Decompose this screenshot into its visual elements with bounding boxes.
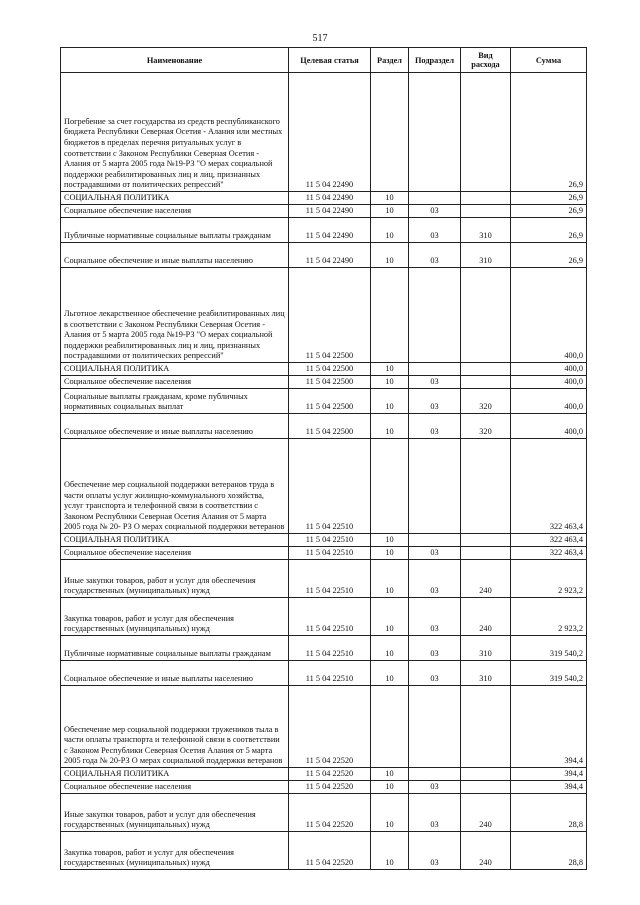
row-subsection: [409, 439, 461, 534]
row-expense-type: [461, 268, 511, 363]
row-name: Обеспечение мер социальной поддержки тружеников тыла в части оплаты транспорта и телефонной связи в соответствии с Законом Республики Северная Осетия Алания от 5 марта 2005 года № 20-РЗ О мерах социальной поддержки ветеранов: [61, 686, 289, 768]
row-subsection: 03: [409, 243, 461, 268]
row-target: 11 5 04 22500: [289, 376, 371, 389]
row-subsection: 03: [409, 414, 461, 439]
row-amount: 26,9: [511, 205, 587, 218]
row-expense-type: 320: [461, 389, 511, 414]
row-amount: 400,0: [511, 414, 587, 439]
table-row: [61, 547, 587, 560]
row-section: 10: [371, 389, 409, 414]
table-row: [61, 686, 587, 768]
row-name: СОЦИАЛЬНАЯ ПОЛИТИКА: [61, 363, 289, 376]
row-name: Закупка товаров, работ и услуг для обеспечения государственных (муниципальных) нужд: [61, 832, 289, 870]
row-section: 10: [371, 547, 409, 560]
budget-table: [60, 47, 587, 870]
row-section: 10: [371, 781, 409, 794]
row-amount: 28,8: [511, 794, 587, 832]
row-target: 11 5 04 22490: [289, 205, 371, 218]
row-subsection: [409, 768, 461, 781]
row-subsection: [409, 268, 461, 363]
row-expense-type: [461, 73, 511, 192]
row-subsection: 03: [409, 376, 461, 389]
row-amount: 394,4: [511, 686, 587, 768]
row-name: Социальное обеспечение и иные выплаты населению: [61, 243, 289, 268]
row-subsection: 03: [409, 794, 461, 832]
row-amount: 400,0: [511, 268, 587, 363]
row-section: 10: [371, 661, 409, 686]
row-target: 11 5 04 22500: [289, 363, 371, 376]
table-row: [61, 768, 587, 781]
row-section: 10: [371, 192, 409, 205]
row-target: 11 5 04 22490: [289, 192, 371, 205]
row-section: 10: [371, 636, 409, 661]
row-name: Социальное обеспечение и иные выплаты населению: [61, 414, 289, 439]
row-amount: 2 923,2: [511, 598, 587, 636]
row-target: 11 5 04 22520: [289, 768, 371, 781]
row-amount: 400,0: [511, 363, 587, 376]
row-target: 11 5 04 22520: [289, 832, 371, 870]
table-row: [61, 781, 587, 794]
row-amount: 322 463,4: [511, 547, 587, 560]
row-target: 11 5 04 22500: [289, 389, 371, 414]
row-amount: 400,0: [511, 389, 587, 414]
row-subsection: 03: [409, 205, 461, 218]
row-subsection: 03: [409, 832, 461, 870]
table-row: [61, 560, 587, 598]
table-row: [61, 376, 587, 389]
row-target: 11 5 04 22490: [289, 73, 371, 192]
row-section: 10: [371, 363, 409, 376]
row-expense-type: 320: [461, 414, 511, 439]
table-row: [61, 192, 587, 205]
row-name: СОЦИАЛЬНАЯ ПОЛИТИКА: [61, 534, 289, 547]
row-name: Социальное обеспечение и иные выплаты населению: [61, 661, 289, 686]
row-subsection: 03: [409, 781, 461, 794]
row-amount: 26,9: [511, 243, 587, 268]
page-number: 517: [312, 33, 328, 44]
row-expense-type: [461, 534, 511, 547]
row-target: 11 5 04 22510: [289, 547, 371, 560]
table-row: [61, 534, 587, 547]
row-subsection: 03: [409, 661, 461, 686]
row-expense-type: [461, 547, 511, 560]
table-row: [61, 363, 587, 376]
table-row: [61, 243, 587, 268]
row-target: 11 5 04 22500: [289, 268, 371, 363]
row-expense-type: [461, 439, 511, 534]
row-name: Социальное обеспечение населения: [61, 547, 289, 560]
row-amount: 394,4: [511, 781, 587, 794]
row-subsection: [409, 686, 461, 768]
row-name: Публичные нормативные социальные выплаты гражданам: [61, 636, 289, 661]
row-subsection: 03: [409, 547, 461, 560]
header-target: Целевая статья: [289, 48, 371, 73]
row-subsection: 03: [409, 598, 461, 636]
row-expense-type: 240: [461, 560, 511, 598]
row-subsection: [409, 363, 461, 376]
row-section: [371, 686, 409, 768]
row-expense-type: 240: [461, 598, 511, 636]
row-section: [371, 268, 409, 363]
table-row: [61, 73, 587, 192]
row-expense-type: [461, 768, 511, 781]
row-target: 11 5 04 22520: [289, 794, 371, 832]
row-expense-type: 310: [461, 243, 511, 268]
table-row: [61, 414, 587, 439]
row-name: Социальное обеспечение населения: [61, 376, 289, 389]
row-name: Иные закупки товаров, работ и услуг для обеспечения государственных (муниципальных) нужд: [61, 794, 289, 832]
row-subsection: 03: [409, 636, 461, 661]
row-amount: 322 463,4: [511, 439, 587, 534]
row-target: 11 5 04 22510: [289, 661, 371, 686]
row-subsection: 03: [409, 218, 461, 243]
row-name: Иные закупки товаров, работ и услуг для обеспечения государственных (муниципальных) нужд: [61, 560, 289, 598]
row-name: Социальные выплаты гражданам, кроме публичных нормативных социальных выплат: [61, 389, 289, 414]
row-expense-type: 310: [461, 218, 511, 243]
row-subsection: [409, 192, 461, 205]
row-amount: 26,9: [511, 192, 587, 205]
row-expense-type: [461, 686, 511, 768]
header-subsection: Подраздел: [409, 48, 461, 73]
row-amount: 394,4: [511, 768, 587, 781]
row-section: 10: [371, 218, 409, 243]
header-amount: Сумма: [511, 48, 587, 73]
row-section: 10: [371, 534, 409, 547]
table-row: [61, 636, 587, 661]
row-target: 11 5 04 22510: [289, 534, 371, 547]
row-expense-type: 240: [461, 794, 511, 832]
row-expense-type: 310: [461, 661, 511, 686]
row-section: 10: [371, 560, 409, 598]
row-expense-type: 240: [461, 832, 511, 870]
row-amount: 26,9: [511, 73, 587, 192]
row-target: 11 5 04 22500: [289, 414, 371, 439]
row-expense-type: [461, 205, 511, 218]
row-target: 11 5 04 22510: [289, 560, 371, 598]
table-row: [61, 661, 587, 686]
row-target: 11 5 04 22510: [289, 439, 371, 534]
row-target: 11 5 04 22520: [289, 686, 371, 768]
row-expense-type: [461, 192, 511, 205]
row-section: 10: [371, 205, 409, 218]
row-subsection: [409, 534, 461, 547]
row-amount: 26,9: [511, 218, 587, 243]
row-expense-type: [461, 363, 511, 376]
row-amount: 2 923,2: [511, 560, 587, 598]
row-target: 11 5 04 22520: [289, 781, 371, 794]
header-section: Раздел: [371, 48, 409, 73]
row-amount: 28,8: [511, 832, 587, 870]
table-row: [61, 598, 587, 636]
row-section: [371, 439, 409, 534]
row-name: Льготное лекарственное обеспечение реабилитированных лиц в соответствии с Законом Республики Северная Осетия - Алания от 5 марта 2005 года №19-РЗ "О мерах социальной поддержки реабилитированных лиц и лиц, признанных пострадавшими от политических репрессий": [61, 268, 289, 363]
row-subsection: 03: [409, 560, 461, 598]
row-target: 11 5 04 22510: [289, 636, 371, 661]
table-row: [61, 389, 587, 414]
row-section: 10: [371, 376, 409, 389]
table-row: [61, 439, 587, 534]
header-expense-type: Вид расхода: [461, 48, 511, 73]
row-section: 10: [371, 414, 409, 439]
row-amount: 319 540,2: [511, 636, 587, 661]
table-row: [61, 205, 587, 218]
row-name: Публичные нормативные социальные выплаты гражданам: [61, 218, 289, 243]
table-row: [61, 794, 587, 832]
row-name: СОЦИАЛЬНАЯ ПОЛИТИКА: [61, 192, 289, 205]
row-name: Закупка товаров, работ и услуг для обеспечения государственных (муниципальных) нужд: [61, 598, 289, 636]
row-section: [371, 73, 409, 192]
row-name: СОЦИАЛЬНАЯ ПОЛИТИКА: [61, 768, 289, 781]
row-name: Обеспечение мер социальной поддержки ветеранов труда в части оплаты услуг жилищно-коммунального хозяйства, услуг транспорта и телефонной связи в соответствии с Законом Республики Северная Осетия Алания от 5 марта 2005 года № 20- РЗ О мерах социальной поддержки ветеранов: [61, 439, 289, 534]
row-amount: 400,0: [511, 376, 587, 389]
row-subsection: [409, 73, 461, 192]
table-row: [61, 268, 587, 363]
row-subsection: 03: [409, 389, 461, 414]
row-expense-type: [461, 376, 511, 389]
table-row: [61, 218, 587, 243]
row-section: 10: [371, 598, 409, 636]
row-section: 10: [371, 768, 409, 781]
row-expense-type: [461, 781, 511, 794]
row-target: 11 5 04 22490: [289, 218, 371, 243]
row-section: 10: [371, 794, 409, 832]
row-section: 10: [371, 243, 409, 268]
header-name: Наименование: [61, 48, 289, 73]
row-target: 11 5 04 22490: [289, 243, 371, 268]
row-amount: 319 540,2: [511, 661, 587, 686]
table-header-row: [61, 48, 587, 73]
row-section: 10: [371, 832, 409, 870]
row-name: Социальное обеспечение населения: [61, 781, 289, 794]
row-name: Социальное обеспечение населения: [61, 205, 289, 218]
row-amount: 322 463,4: [511, 534, 587, 547]
table-row: [61, 832, 587, 870]
row-target: 11 5 04 22510: [289, 598, 371, 636]
row-name: Погребение за счет государства из средств республиканского бюджета Республики Северная Осетия - Алания или местных бюджетов в пределах перечня ритуальных услуг в соответствии с Законом Республики Северная Осетия - Алания от 5 марта 2005 года №19-РЗ "О мерах социальной поддержки реабилитированных лиц и лиц, признанных пострадавшими от политических репрессий": [61, 73, 289, 192]
row-expense-type: 310: [461, 636, 511, 661]
